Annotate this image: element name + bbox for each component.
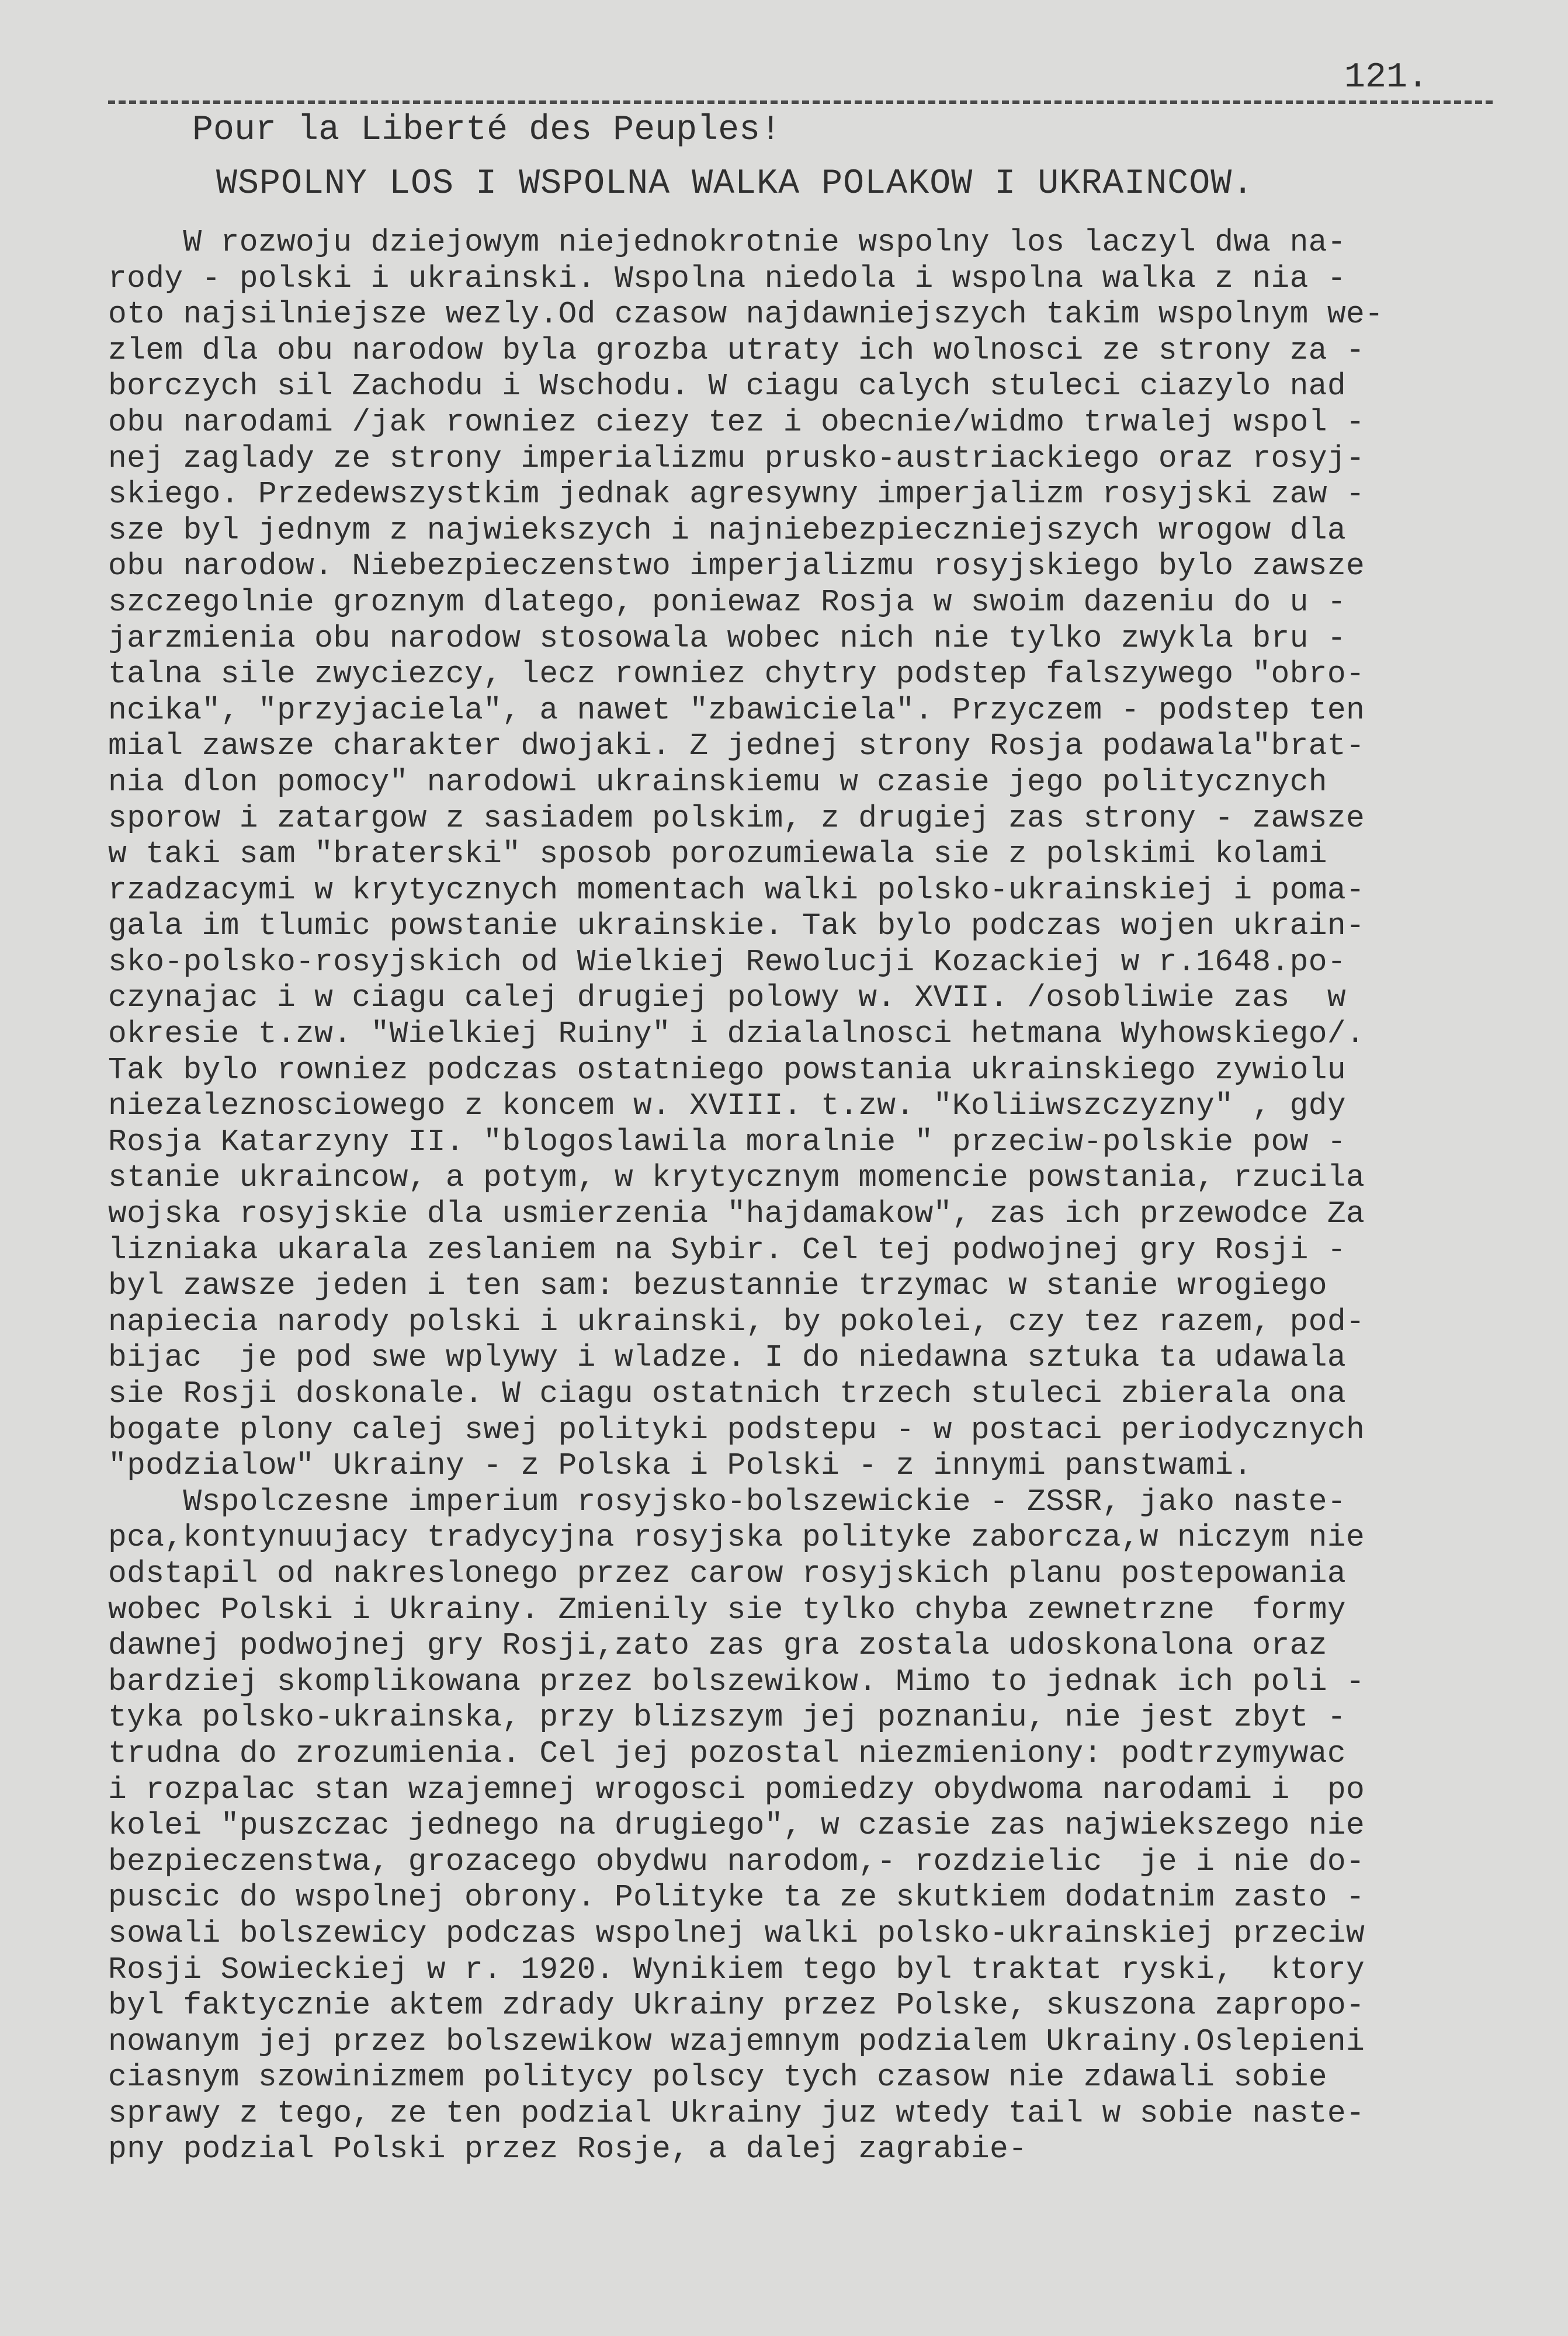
- text-line: sze byl jednym z najwiekszych i najniebezpieczniejszych wrogow dla: [108, 512, 1346, 548]
- text-line: rody - polski i ukrainski. Wspolna niedola i wspolna walka z nia -: [108, 261, 1346, 296]
- text-line: mial zawsze charakter dwojaki. Z jednej strony Rosja podawala"brat-: [108, 728, 1365, 764]
- text-line: byl faktycznie aktem zdrady Ukrainy przez Polske, skuszona zapropo-: [108, 1988, 1365, 2023]
- text-line: zlem dla obu narodow byla grozba utraty ich wolnosci ze strony za -: [108, 332, 1365, 368]
- text-line: wobec Polski i Ukrainy. Zmienily sie tylko chyba zewnetrzne formy: [108, 1592, 1346, 1627]
- text-line: trudna do zrozumienia. Cel jej pozostal niezmieniony: podtrzymywac: [108, 1735, 1346, 1771]
- text-line: kolei "puszczac jednego na drugiego", w czasie zas najwiekszego nie: [108, 1808, 1365, 1844]
- text-line: i rozpalac stan wzajemnej wrogosci pomiedzy obydwoma narodami i po: [108, 1772, 1365, 1807]
- text-line: sporow i zatargow z sasiadem polskim, z drugiej zas strony - zawsze: [108, 800, 1365, 836]
- text-line: lizniaka ukarala zeslaniem na Sybir. Cel tej podwojnej gry Rosji -: [108, 1232, 1346, 1268]
- text-line: czynajac i w ciagu calej drugiej polowy w. XVII. /osobliwie zas w: [108, 980, 1346, 1016]
- page-number: 121.: [1344, 58, 1428, 98]
- text-line: bijac je pod swe wplywy i wladze. I do niedawna sztuka ta udawala: [108, 1340, 1346, 1376]
- text-line: tyka polsko-ukrainska, przy blizszym jej poznaniu, nie jest zbyt -: [108, 1700, 1346, 1735]
- text-line: puscic do wspolnej obrony. Polityke ta ze skutkiem dodatnim zasto -: [108, 1880, 1365, 1915]
- text-line: bogate plony calej swej polityki podstepu - w postaci periodycznych: [108, 1412, 1365, 1448]
- text-line: bardziej skomplikowana przez bolszewikow. Mimo to jednak ich poli -: [108, 1664, 1365, 1699]
- text-line: obu narodow. Niebezpieczenstwo imperjalizmu rosyjskiego bylo zawsze: [108, 549, 1365, 584]
- text-line: oto najsilniejsze wezly.Od czasow najdawniejszych takim wspolnym we-: [108, 297, 1384, 332]
- text-line: odstapil od nakreslonego przez carow rosyjskich planu postepowania: [108, 1556, 1346, 1591]
- text-line: sowali bolszewicy podczas wspolnej walki polsko-ukrainskiej przeciw: [108, 1915, 1365, 1951]
- running-header: [108, 51, 1493, 150]
- text-line: Rosji Sowieckiej w r. 1920. Wynikiem tego byl traktat ryski, ktory: [108, 1952, 1365, 1987]
- text-line: rzadzacymi w krytycznych momentach walki polsko-ukrainskiej i poma-: [108, 872, 1365, 908]
- text-line: niezaleznosciowego z koncem w. XVIII. t.zw. "Koliiwszczyzny" , gdy: [108, 1088, 1346, 1124]
- text-line: nej zaglady ze strony imperializmu prusko-austriackiego oraz rosyj-: [108, 440, 1365, 476]
- text-line: byl zawsze jeden i ten sam: bezustannie trzymac w stanie wrogiego: [108, 1268, 1327, 1304]
- text-line: szczegolnie groznym dlatego, poniewaz Rosja w swoim dazeniu do u -: [108, 584, 1346, 620]
- text-line: sprawy z tego, ze ten podzial Ukrainy juz wtedy tail w sobie naste-: [108, 2095, 1365, 2131]
- text-line: Tak bylo rowniez podczas ostatniego powstania ukrainskiego zywiolu: [108, 1052, 1346, 1088]
- text-line: obu narodami /jak rowniez ciezy tez i obecnie/widmo trwalej wspol -: [108, 404, 1365, 440]
- text-line: W rozwoju dziejowym niejednokrotnie wspolny los laczyl dwa na-: [108, 225, 1346, 260]
- text-line: borczych sil Zachodu i Wschodu. W ciagu calych stuleci ciazylo nad: [108, 369, 1346, 404]
- text-line: "podzialow" Ukrainy - z Polska i Polski - z innymi panstwami.: [108, 1448, 1253, 1484]
- text-line: talna sile zwyciezcy, lecz rowniez chytry podstep falszywego "obro-: [108, 657, 1365, 692]
- text-line: dawnej podwojnej gry Rosji,zato zas gra zostala udoskonalona oraz: [108, 1628, 1327, 1664]
- text-line: ciasnym szowinizmem politycy polscy tych czasow nie zdawali sobie: [108, 2060, 1327, 2095]
- header-title: Pour la Liberté des Peuples!: [192, 110, 782, 150]
- article-body: [108, 225, 1534, 2168]
- text-line: gala im tlumic powstanie ukrainskie. Tak bylo podczas wojen ukrain-: [108, 908, 1365, 944]
- text-line: okresie t.zw. "Wielkiej Ruiny" i dzialalnosci hetmana Wyhowskiego/.: [108, 1016, 1365, 1052]
- text-line: jarzmienia obu narodow stosowala wobec nich nie tylko zwykla bru -: [108, 620, 1346, 656]
- text-line: pca,kontynuujacy tradycyjna rosyjska polityke zaborcza,w niczym nie: [108, 1520, 1365, 1556]
- text-line: nowanym jej przez bolszewikow wzajemnym podzialem Ukrainy.Oslepieni: [108, 2023, 1365, 2059]
- text-line: napiecia narody polski i ukrainski, by pokolei, czy tez razem, pod-: [108, 1304, 1365, 1339]
- text-line: Wspolczesne imperium rosyjsko-bolszewickie - ZSSR, jako naste-: [108, 1484, 1346, 1519]
- text-line: ncika", "przyjaciela", a nawet "zbawiciela". Przyczem - podstep ten: [108, 692, 1365, 728]
- text-line: Rosja Katarzyny II. "blogoslawila moralnie " przeciw-polskie pow -: [108, 1124, 1346, 1160]
- text-line: pny podzial Polski przez Rosje, a dalej zagrabie-: [108, 2132, 1028, 2167]
- text-line: sie Rosji doskonale. W ciagu ostatnich trzech stuleci zbierala ona: [108, 1376, 1346, 1411]
- text-line: stanie ukraincow, a potym, w krytycznym momencie powstania, rzucila: [108, 1160, 1365, 1196]
- text-line: wojska rosyjskie dla usmierzenia "hajdamakow", zas ich przewodce Za: [108, 1196, 1365, 1232]
- text-line: skiego. Przedewszystkim jednak agresywny imperjalizm rosyjski zaw -: [108, 477, 1365, 512]
- article-title: WSPOLNY LOS I WSPOLNA WALKA POLAKOW I UKRAINCOW.: [216, 164, 1254, 204]
- text-line: sko-polsko-rosyjskich od Wielkiej Rewolucji Kozackiej w r.1648.po-: [108, 944, 1346, 980]
- text-line: bezpieczenstwa, grozacego obydwu narodom,- rozdzielic je i nie do-: [108, 1844, 1365, 1879]
- text-line: w taki sam "braterski" sposob porozumiewala sie z polskimi kolami: [108, 836, 1327, 872]
- text-line: nia dlon pomocy" narodowi ukrainskiemu w czasie jego politycznych: [108, 764, 1327, 800]
